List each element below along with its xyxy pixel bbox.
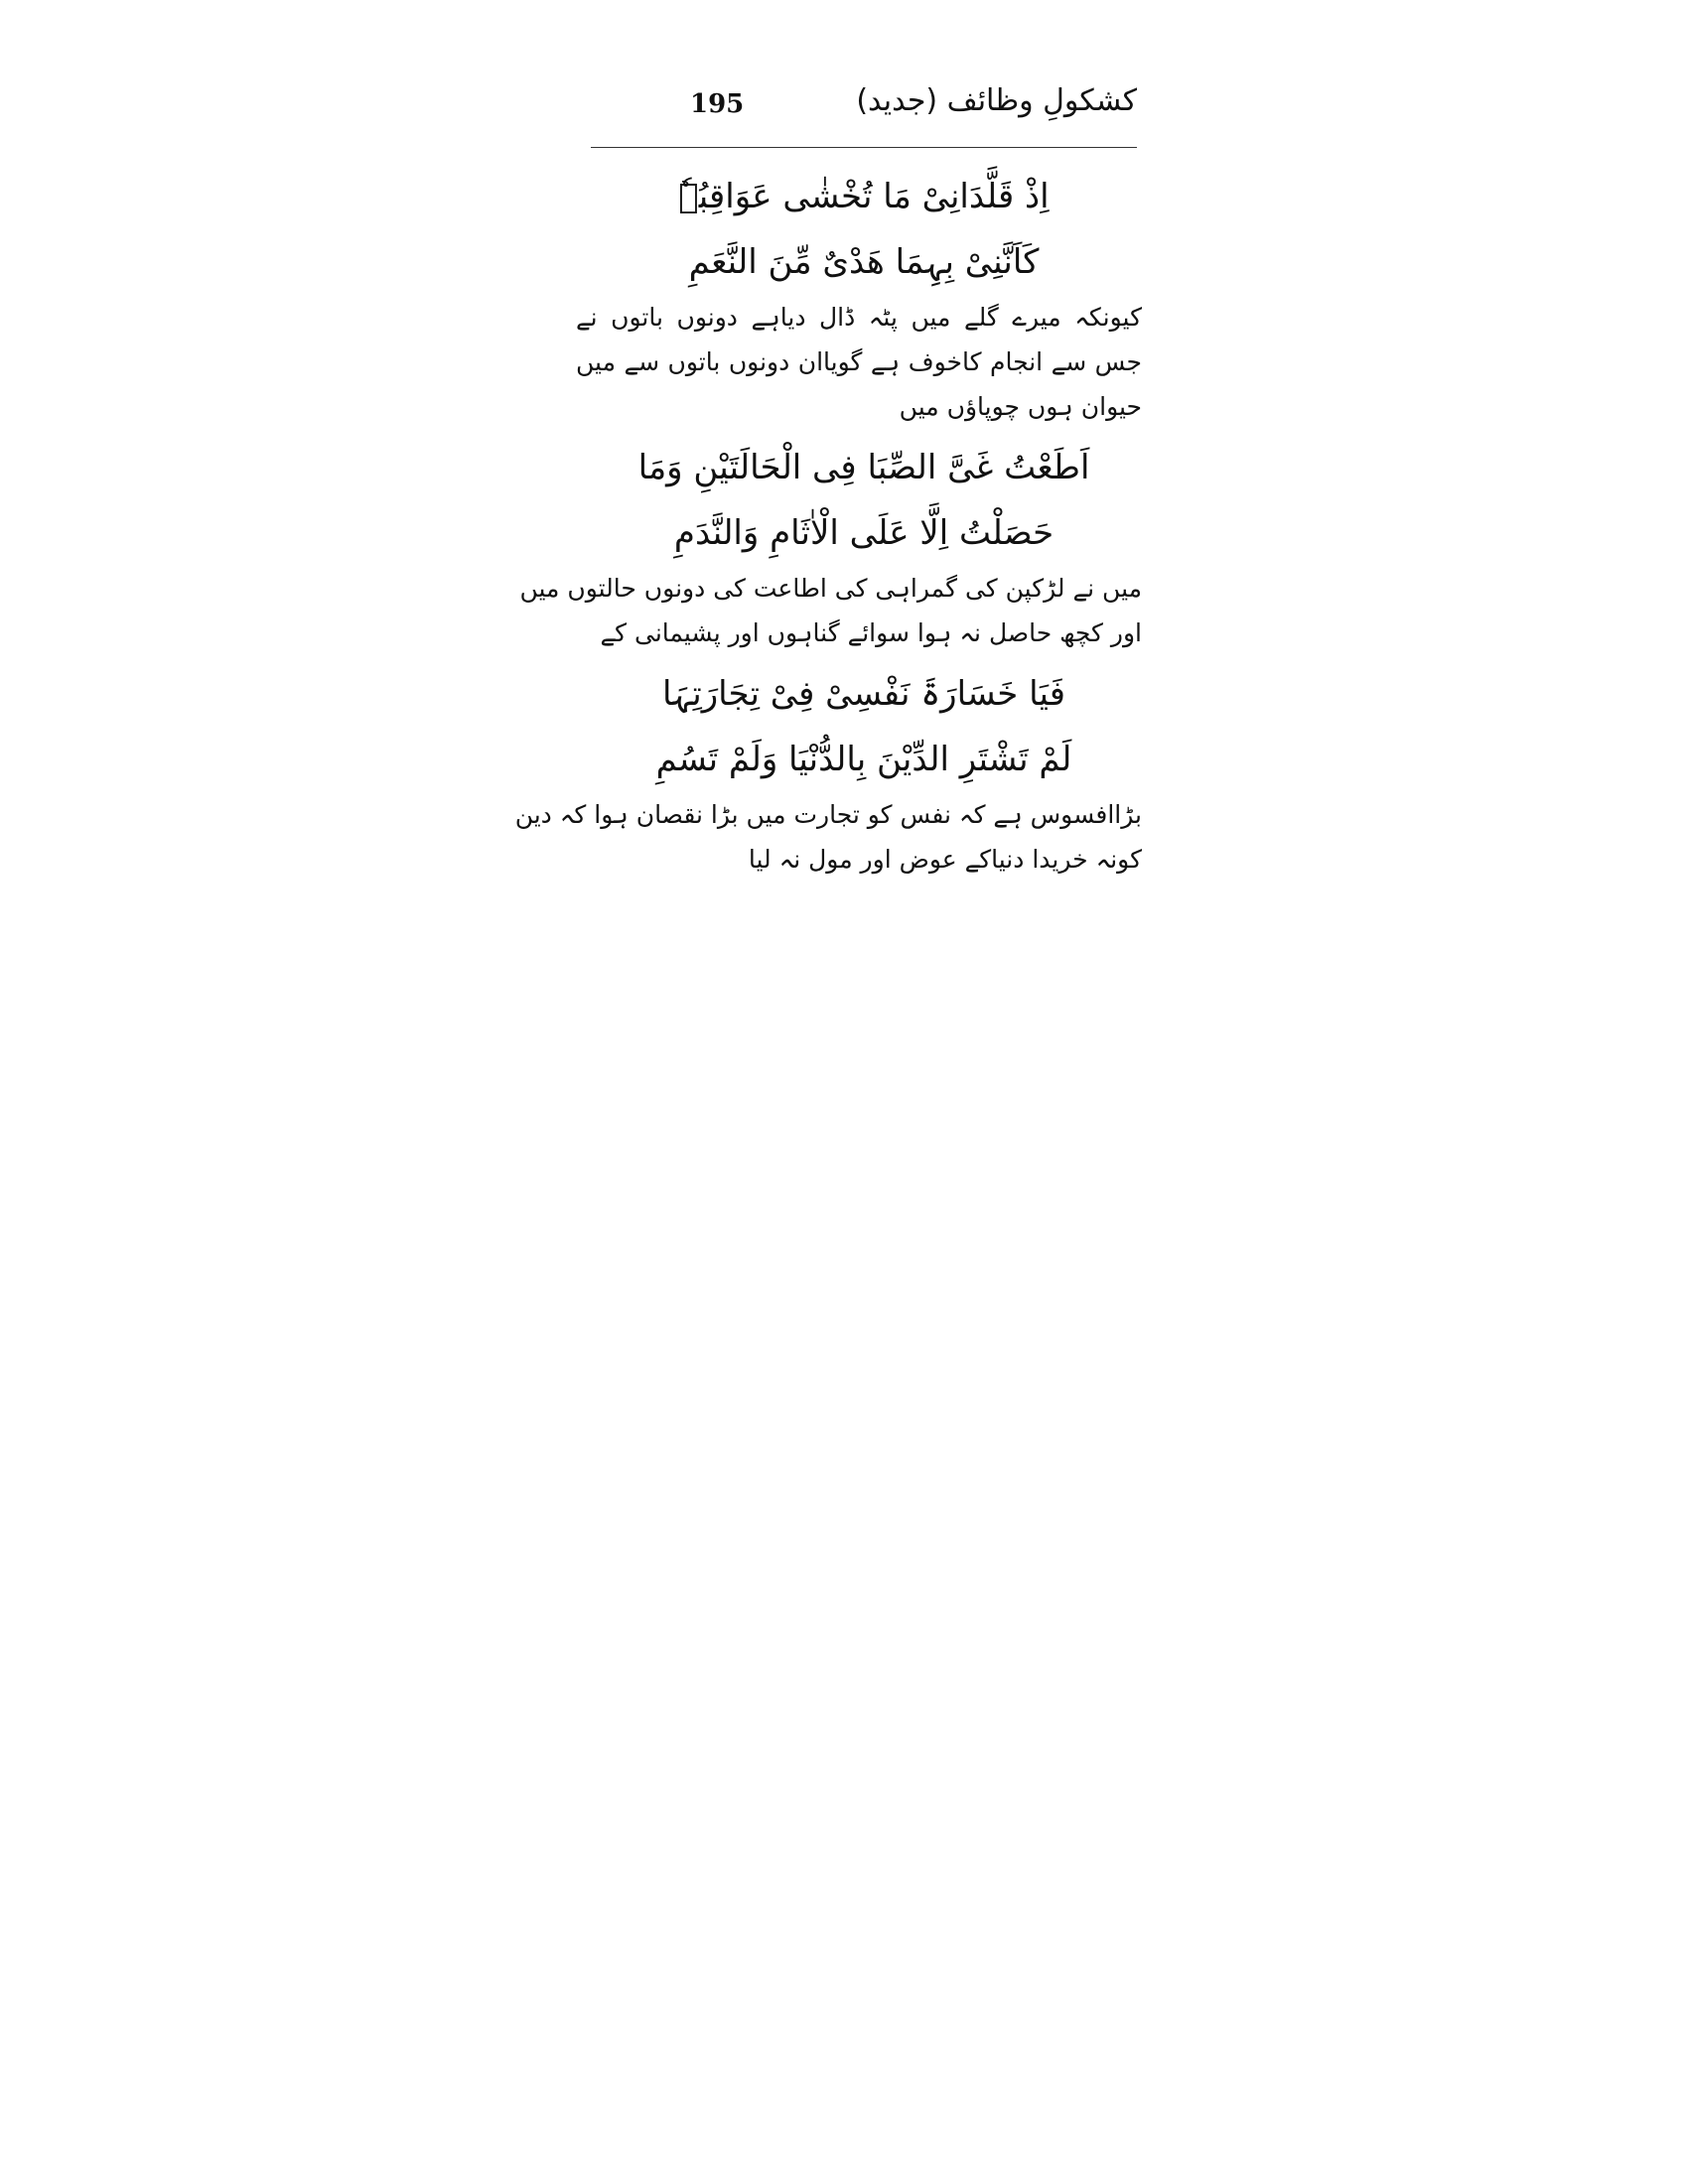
arabic-verse-line: حَصَلْتُ اِلَّا عَلَی الْاٰثَامِ وَالنَّدَمِ bbox=[673, 513, 1055, 553]
page-header bbox=[591, 79, 1137, 139]
arabic-verse-line: لَمْ تَشْتَرِ الدِّیْنَ بِالدُّنْیَا وَلَمْ تَسُمِ bbox=[655, 740, 1072, 779]
urdu-translation-line: کیونکہ میرے گلے میں پٹہ ڈال دیاہے دونوں باتوں نے bbox=[576, 303, 1142, 332]
page-number: 195 bbox=[690, 89, 745, 119]
urdu-translation-line: بڑاافسوس ہے کہ نفس کو تجارت میں بڑا نقصان ہوا کہ دین bbox=[514, 800, 1142, 829]
urdu-translation-line: حیوان ہوں چوپاؤں میں bbox=[899, 392, 1142, 421]
stanza bbox=[519, 435, 1152, 655]
running-title: کشکولِ وظائف (جدید) bbox=[856, 83, 1137, 118]
page-content bbox=[514, 164, 1152, 882]
arabic-verse-line: اِذْ قَلَّدَانِیْ مَا تُخْشٰی عَوَاقِبُہٗ bbox=[678, 177, 1050, 216]
arabic-verse-line: کَاَنَّنِیْ بِہِمَا ھَدْیٌ مِّنَ النَّعَمِ bbox=[688, 242, 1040, 282]
urdu-translation-line: جس سے انجام کاخوف ہے گویاان دونوں باتوں سے میں bbox=[576, 347, 1142, 376]
arabic-verse-line: فَیَا خَسَارَۃَ نَفْسِیْ فِیْ تِجَارَتِہَا bbox=[661, 674, 1065, 714]
urdu-translation-line: اور کچھ حاصل نہ ہوا سوائے گناہوں اور پشیمانی کے bbox=[600, 618, 1142, 647]
urdu-translation-line: میں نے لڑکپن کی گمراہی کی اطاعت کی دونوں حالتوں میں bbox=[519, 574, 1142, 603]
urdu-translation-line: کونہ خریدا دنیاکے عوض اور مول نہ لیا bbox=[748, 845, 1142, 874]
stanza bbox=[576, 164, 1152, 429]
header-divider bbox=[591, 147, 1137, 148]
stanza bbox=[514, 661, 1152, 882]
arabic-verse-line: اَطَعْتُ غَیَّ الصِّبَا فِی الْحَالَتَیْنِ وَمَا bbox=[637, 448, 1090, 487]
